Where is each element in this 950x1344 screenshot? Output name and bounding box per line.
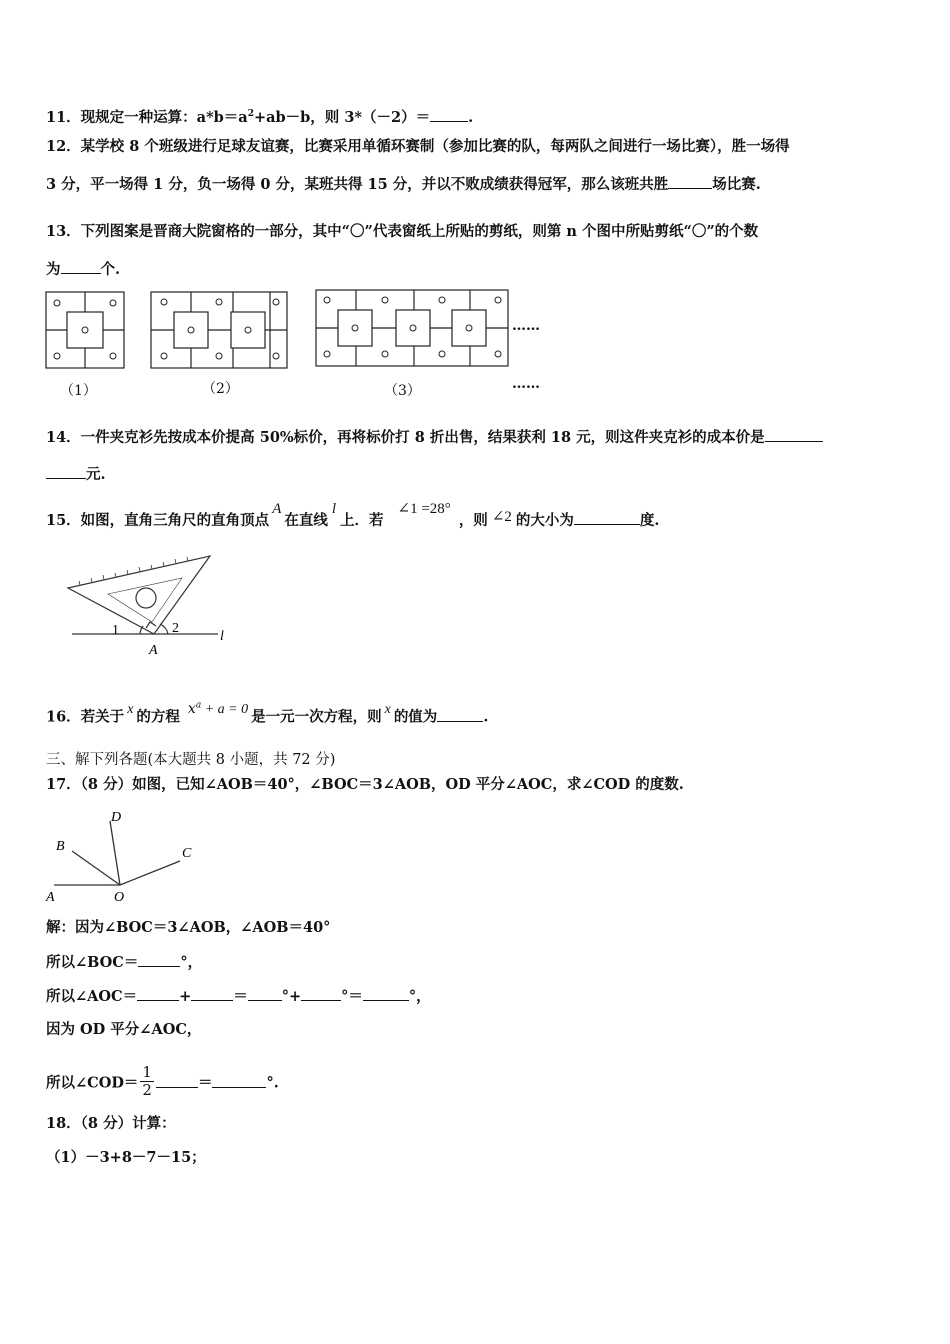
q13-line2-a: 为: [46, 261, 61, 278]
q15-fig-label-1: 1: [112, 623, 119, 638]
q17-frac-num: 1: [142, 1063, 152, 1081]
q17-sol3-d: °+: [281, 988, 302, 1005]
q11-end: .: [468, 108, 474, 126]
q16-text-b: 的方程: [136, 708, 180, 726]
q13-fig2-square2: [231, 312, 265, 348]
q17-label-d: D: [111, 810, 122, 825]
q16-text-c: 是一元一次方程，则: [251, 708, 382, 726]
q13-fig3-square3: [452, 310, 486, 346]
q17-aoc-blank-4[interactable]: [301, 986, 341, 1001]
q11-text-b: +ab－b，则 3*（－2）＝: [253, 108, 431, 126]
q13-fig3-square2: [396, 310, 430, 346]
q17-aoc-blank-1[interactable]: [137, 986, 179, 1001]
q15-line: [46, 501, 660, 531]
q13-fig2-square1: [174, 312, 208, 348]
q11-text-a: 11．现规定一种运算：a*b＝a: [46, 108, 248, 126]
q15-ruler-ticks: [79, 557, 188, 585]
q17-label-b: B: [56, 839, 65, 854]
q15-text-c: 上．若: [340, 512, 384, 529]
q17-solution-line5: [46, 1063, 279, 1101]
q17-sol3-f: °，: [408, 988, 431, 1005]
q12-line2-a: 3 分，平一场得 1 分，负一场得 0 分，某班共得 15 分，并以不败成绩获得冠军，那么该班共胜: [46, 176, 669, 193]
q12-line2-b: 场比赛.: [712, 176, 761, 193]
q17-sol3-c: ＝: [233, 988, 248, 1005]
q17-sol3-b: +: [179, 988, 192, 1005]
q17-sol5-a: 所以∠COD＝: [46, 1074, 139, 1092]
q13-caption-2: （2）: [202, 381, 239, 397]
q13-fig3-square1: [338, 310, 372, 346]
q15-text-a: 15．如图，直角三角尺的直角顶点: [46, 512, 270, 529]
q17-solution-line4: 因为 OD 平分∠AOC，: [46, 1021, 202, 1038]
q16-text-a: 16．若关于: [46, 708, 125, 726]
q16-eq-x: x: [187, 700, 196, 717]
q13-answer-blank[interactable]: [61, 259, 101, 274]
q15-text-e: 的大小为: [515, 512, 574, 529]
q17-sol2-b: °，: [180, 954, 203, 971]
q17-label-c: C: [182, 846, 192, 861]
q13-caption-1: （1）: [60, 383, 97, 399]
q13-window-patterns: [40, 288, 560, 400]
q16-var-x2: x: [384, 701, 391, 717]
q18-title: 18．（8 分）计算：: [46, 1115, 176, 1132]
q17-solution-line1: 解：因为∠BOC＝3∠AOB，∠AOB＝40°: [46, 919, 331, 936]
q13-fig1-center-square: [67, 312, 103, 348]
q17-cod-blank-1[interactable]: [156, 1073, 198, 1088]
q13-line2: [46, 259, 120, 280]
q17-boc-blank[interactable]: [138, 952, 180, 967]
q17-ray-oc: [120, 861, 180, 885]
q17-aoc-blank-2[interactable]: [191, 986, 233, 1001]
q12-line1: 12．某学校 8 个班级进行足球友谊赛，比赛采用单循环赛制（参加比赛的队，每两队之间进行一场比赛），胜一场得: [46, 138, 790, 155]
q13-ellipsis-2: ……: [512, 376, 540, 392]
q17-ray-ob: [72, 851, 120, 885]
q13-line2-b: 个.: [100, 261, 121, 278]
q14-answer-blank-part2[interactable]: [46, 464, 86, 479]
q17-label-o: O: [114, 890, 125, 905]
q16-equation: [188, 702, 248, 717]
q16-end: .: [483, 708, 489, 726]
q16-answer-blank[interactable]: [437, 707, 483, 722]
q14-line2: [46, 464, 106, 485]
q17-sol3-e: °＝: [341, 988, 363, 1005]
q13-caption-3: （3）: [384, 383, 421, 399]
q15-right-angle-mark: [146, 622, 156, 628]
q17-angle-figure: [40, 805, 210, 905]
q15-fig-label-l: l: [220, 629, 224, 644]
q17-sol5-c: °.: [266, 1074, 279, 1092]
q15-answer-blank[interactable]: [574, 510, 640, 525]
q15-set-square-hole: [136, 588, 156, 608]
q12-answer-blank[interactable]: [668, 174, 712, 189]
q12-line2: [46, 174, 761, 195]
q15-angle2-arc: [160, 624, 168, 634]
q16-text-d: 的值为: [393, 708, 438, 726]
q13-line1: 13．下列图案是晋商大院窗格的一部分，其中“〇”代表窗纸上所贴的剪纸，则第 n 个图中所贴剪纸“〇”的个数: [46, 223, 759, 240]
q15-point-a: A: [272, 501, 282, 517]
q14-line1-text: 14．一件夹克衫先按成本价提高 50%标价，再将标价打 8 折出售，结果获利 18 元，则这件夹克衫的成本价是: [46, 429, 765, 446]
q14-line1: [46, 427, 823, 448]
q16-line: [46, 700, 489, 729]
q15-text-f: 度.: [639, 512, 660, 529]
q15-text-b: 在直线: [284, 512, 328, 529]
q17-sol2-a: 所以∠BOC＝: [46, 954, 139, 971]
q15-fig-label-2: 2: [172, 621, 179, 636]
q15-triangle-figure: [56, 550, 246, 662]
q17-solution-line2: [46, 952, 202, 973]
q11-answer-blank[interactable]: [430, 107, 468, 122]
q18-part1: （1）－3+8－7－15；: [46, 1149, 206, 1166]
q15-angle1: ∠1 =28°: [397, 501, 451, 517]
q17-solution-line3: [46, 986, 431, 1007]
q17-sol5-b: ＝: [197, 1074, 213, 1092]
q17-label-a: A: [46, 890, 55, 905]
q14-answer-blank-part1[interactable]: [765, 427, 823, 442]
q16-var-x: x: [127, 701, 134, 717]
q17-fraction: [140, 1064, 154, 1099]
q16-eq-sup: a: [195, 700, 202, 710]
q17-aoc-blank-3[interactable]: [248, 986, 282, 1001]
q15-line-l: l: [331, 501, 337, 517]
q11-line: [46, 104, 473, 128]
q17-ray-od: [110, 821, 120, 885]
q17-cod-blank-2[interactable]: [212, 1073, 266, 1088]
q15-fig-label-a: A: [149, 643, 158, 658]
q17-frac-den: 2: [142, 1081, 152, 1099]
q15-angle2: ∠2: [491, 509, 512, 525]
q17-sol3-a: 所以∠AOC＝: [46, 988, 138, 1005]
q15-text-d: ，则: [458, 512, 488, 529]
q17-title: 17．（8 分）如图，已知∠AOB＝40°，∠BOC＝3∠AOB，OD 平分∠AOC，求∠COD 的度数.: [46, 776, 684, 793]
q11-sup: 2: [247, 109, 254, 119]
q14-line2-text: 元.: [86, 466, 106, 483]
q16-eq-rest: + a = 0: [201, 701, 249, 717]
q13-ellipsis-1: ……: [512, 318, 540, 334]
section3-title: 三、解下列各题(本大题共 8 小题，共 72 分): [46, 752, 336, 768]
q17-aoc-blank-5[interactable]: [363, 986, 409, 1001]
